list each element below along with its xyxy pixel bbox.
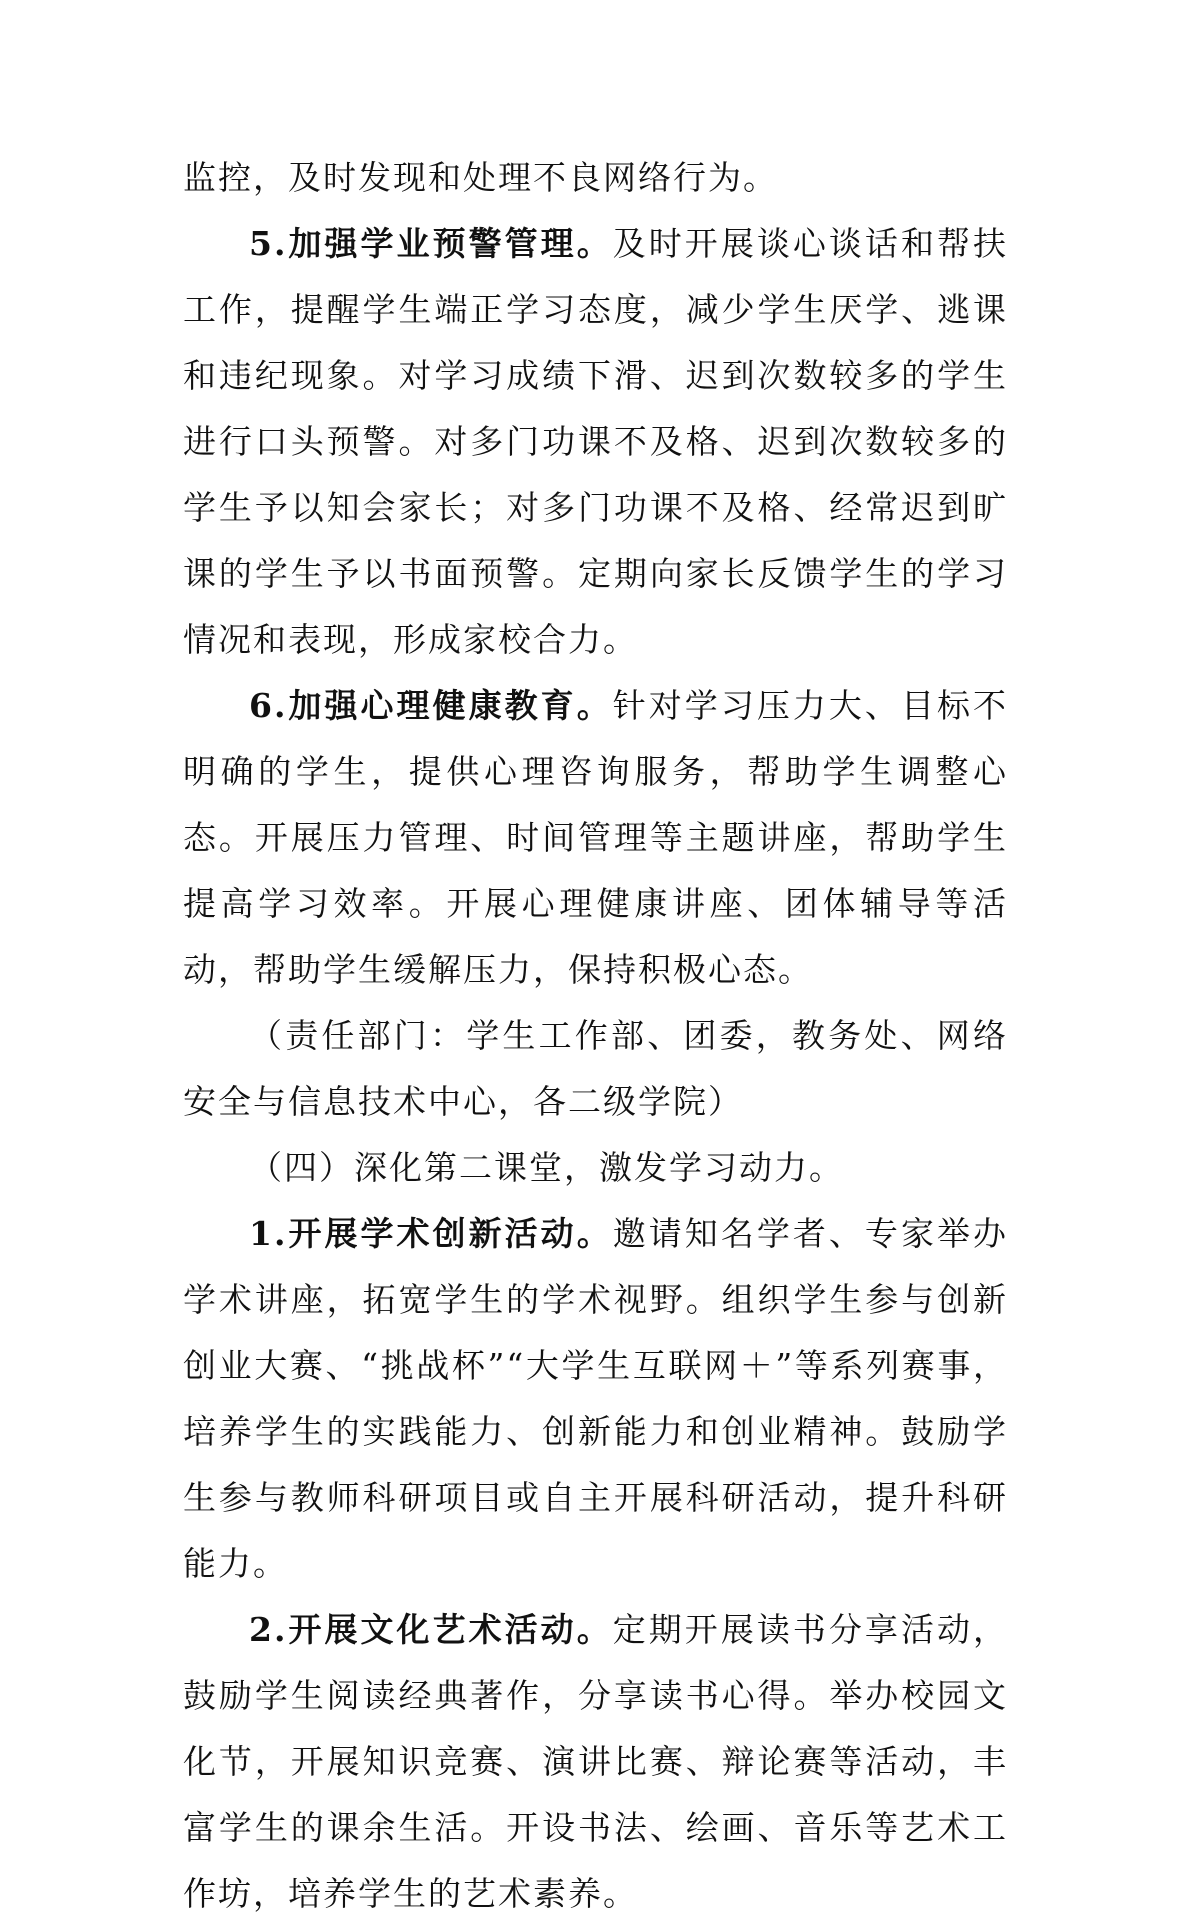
paragraph-text: 邀请知名学者、专家举办学术讲座，拓宽学生的学术视野。组织学生参与创新创业大赛、“挑战杯”“大学生互联网＋”等系列赛事，培养学生的实践能力、创新能力和创业精神。鼓励学生参与教师科研项目或自主开展科研活动，提升科研能力。 xyxy=(183,1214,1009,1583)
paragraph-text: （责任部门：学生工作部、团委，教务处、网络安全与信息技术中心，各二级学院） xyxy=(183,1016,1008,1121)
paragraph-heading: 6.加强心理健康教育。 xyxy=(249,686,613,725)
section-heading-4 xyxy=(183,1135,1008,1201)
paragraph-item-5 xyxy=(183,211,1008,673)
paragraph-item-6 xyxy=(183,673,1008,1003)
paragraph-text: 针对学习压力大、目标不明确的学生，提供心理咨询服务，帮助学生调整心态。开展压力管理、时间管理等主题讲座，帮助学生提高学习效率。开展心理健康讲座、团体辅导等活动，帮助学生缓解压力，保持积极心态。 xyxy=(183,686,1009,989)
paragraph-item-1 xyxy=(183,1201,1008,1597)
document-page xyxy=(183,145,1008,1927)
paragraph-text: （四）深化第二课堂，激发学习动力。 xyxy=(249,1148,844,1187)
paragraph-continued xyxy=(183,145,1008,211)
responsible-departments xyxy=(183,1003,1008,1135)
paragraph-text: 定期开展读书分享活动，鼓励学生阅读经典著作，分享读书心得。举办校园文化节，开展知识竞赛、演讲比赛、辩论赛等活动，丰富学生的课余生活。开设书法、绘画、音乐等艺术工作坊，培养学生的艺术素养。 xyxy=(183,1610,1009,1913)
paragraph-heading: 5.加强学业预警管理。 xyxy=(249,224,613,263)
paragraph-item-2 xyxy=(183,1597,1008,1927)
paragraph-heading: 2.开展文化艺术活动。 xyxy=(249,1610,613,1649)
paragraph-text: 及时开展谈心谈话和帮扶工作，提醒学生端正学习态度，减少学生厌学、逃课和违纪现象。对学习成绩下滑、迟到次数较多的学生进行口头预警。对多门功课不及格、迟到次数较多的学生予以知会家长；对多门功课不及格、经常迟到旷课的学生予以书面预警。定期向家长反馈学生的学习情况和表现，形成家校合力。 xyxy=(183,224,1009,659)
paragraph-heading: 1.开展学术创新活动。 xyxy=(249,1214,613,1253)
paragraph-text: 监控，及时发现和处理不良网络行为。 xyxy=(183,158,778,197)
